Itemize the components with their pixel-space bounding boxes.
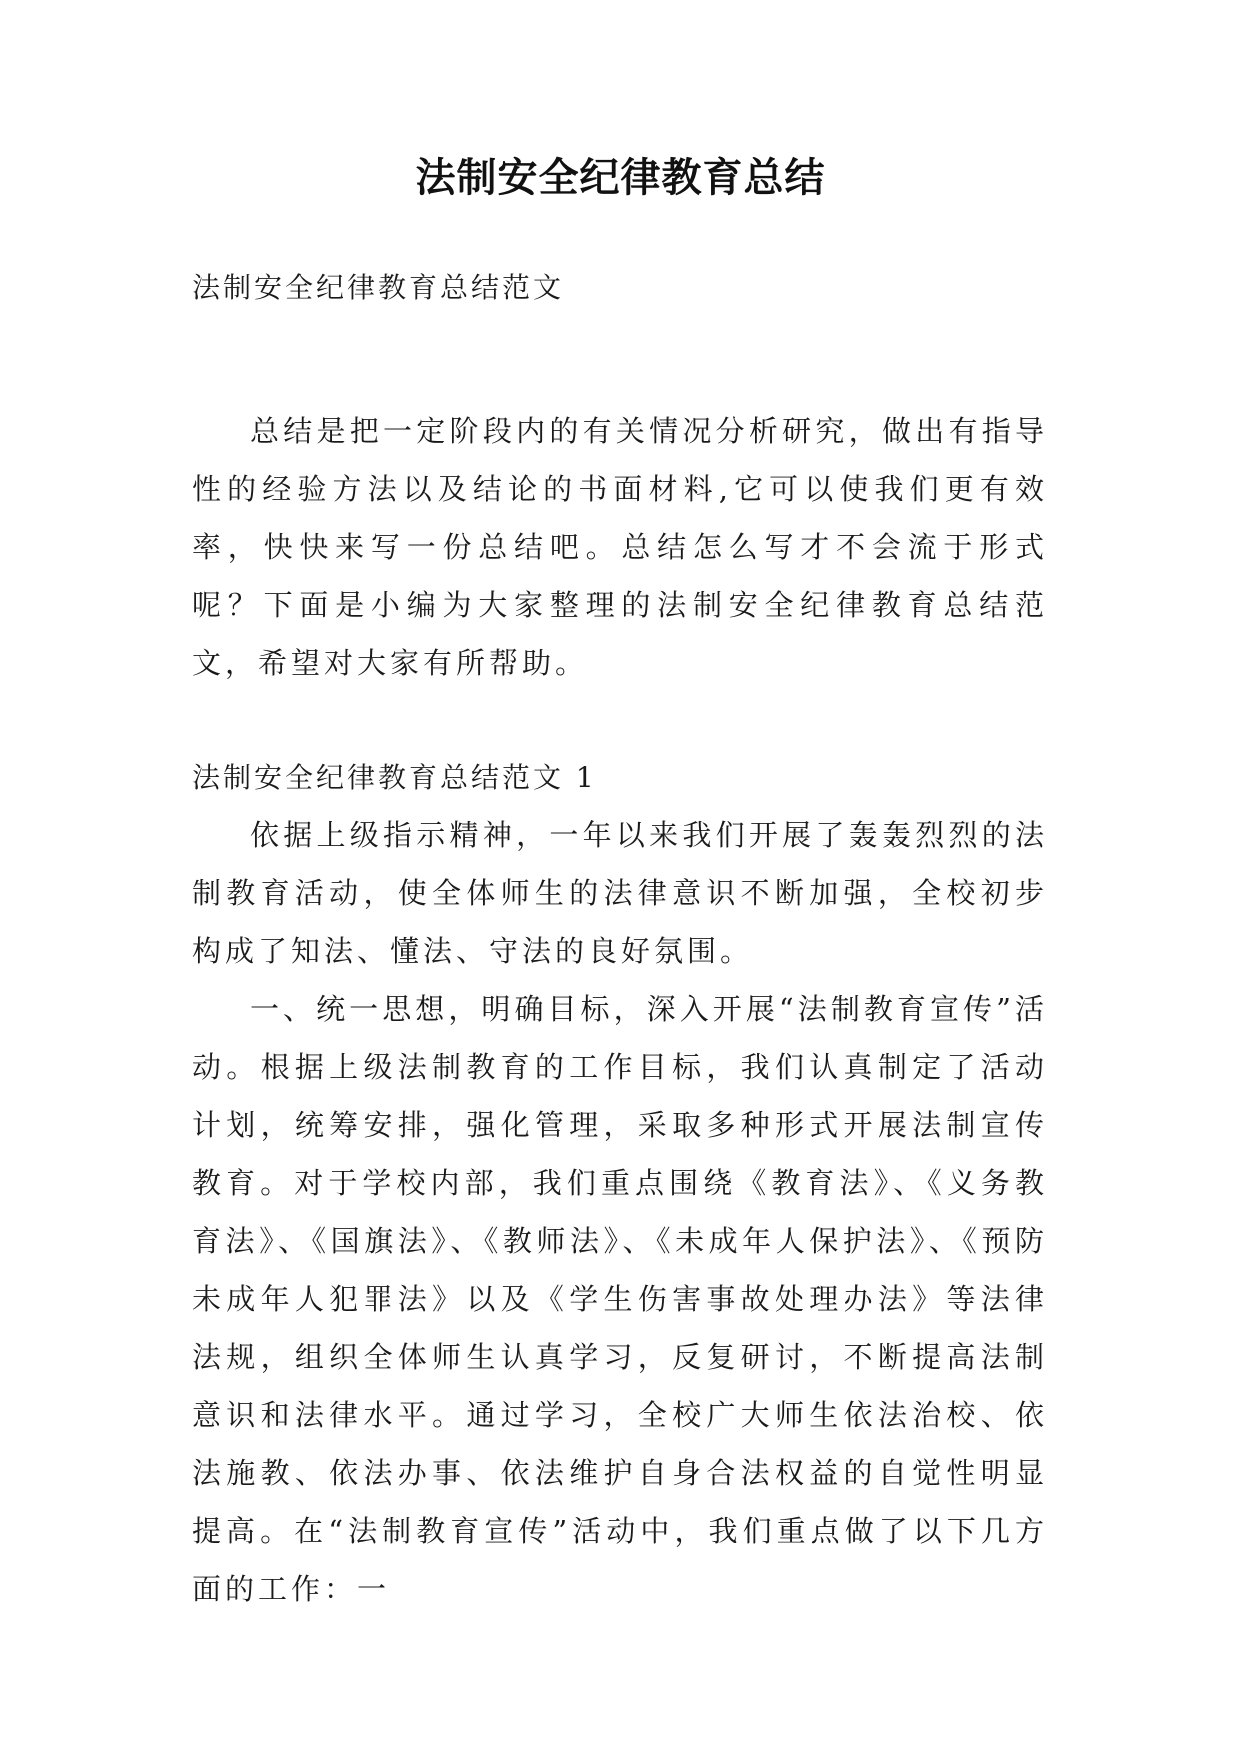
body-paragraph-1: 依据上级指示精神，一年以来我们开展了轰轰烈烈的法制教育活动，使全体师生的法律意识不断加强，全校初步构成了知法、懂法、守法的良好氛围。	[192, 818, 1048, 968]
body-paragraph-2: 一、统一思想，明确目标，深入开展“法制教育宣传”活动。根据上级法制教育的工作目标，我们认真制定了活动计划，统筹安排，强化管理，采取多种形式开展法制宣传教育。对于学校内部，我们重点围绕《教育法》、《义务教育法》、《国旗法》、《教师法》、《未成年人保护法》、《预防未成年人犯罪法》以及《学生伤害事故处理办法》等法律法规，组织全体师生认真学习，反复研讨，不断提高法制意识和法律水平。通过学习，全校广大师生依法治校、依法施教、依法办事、依法维护自身合法权益的自觉性明显提高。在“法制教育宣传”活动中，我们重点做了以下几方面的工作：一	[192, 992, 1048, 1606]
document-title: 法制安全纪律教育总结	[415, 155, 826, 201]
section-heading: 法制安全纪律教育总结范文 1	[192, 761, 597, 794]
intro-paragraph: 总结是把一定阶段内的有关情况分析研究，做出有指导性的经验方法以及结论的书面材料,它可以使我们更有效率，快快来写一份总结吧。总结怎么写才不会流于形式呢？下面是小编为大家整理的法制安全纪律教育总结范文，希望对大家有所帮助。	[192, 414, 1048, 680]
document-subtitle: 法制安全纪律教育总结范文	[192, 271, 565, 304]
